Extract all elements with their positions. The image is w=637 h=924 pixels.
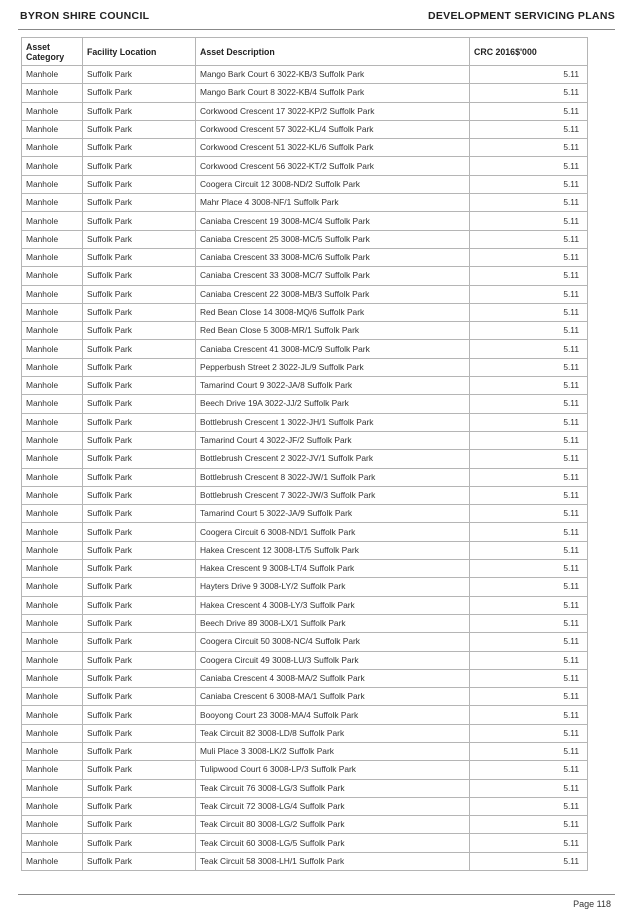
cell-facility-location: Suffolk Park bbox=[83, 761, 196, 779]
cell-asset-description: Beech Drive 89 3008-LX/1 Suffolk Park bbox=[196, 614, 470, 632]
document-title: DEVELOPMENT SERVICING PLANS bbox=[427, 10, 615, 22]
cell-asset-description: Hakea Crescent 12 3008-LT/5 Suffolk Park bbox=[196, 541, 470, 559]
cell-asset-category: Manhole bbox=[22, 468, 83, 486]
cell-asset-description: Caniaba Crescent 25 3008-MC/5 Suffolk Park bbox=[196, 230, 470, 248]
table-row bbox=[22, 230, 588, 248]
cell-asset-category: Manhole bbox=[22, 669, 83, 687]
table-row bbox=[22, 267, 588, 285]
cell-crc: 5.11 bbox=[470, 651, 588, 669]
cell-crc: 5.11 bbox=[470, 541, 588, 559]
cell-asset-category: Manhole bbox=[22, 724, 83, 742]
cell-asset-description: Booyong Court 23 3008-MA/4 Suffolk Park bbox=[196, 706, 470, 724]
cell-facility-location: Suffolk Park bbox=[83, 413, 196, 431]
cell-crc: 5.11 bbox=[470, 742, 588, 760]
cell-facility-location: Suffolk Park bbox=[83, 688, 196, 706]
cell-facility-location: Suffolk Park bbox=[83, 267, 196, 285]
cell-asset-category: Manhole bbox=[22, 541, 83, 559]
cell-asset-description: Red Bean Close 5 3008-MR/1 Suffolk Park bbox=[196, 322, 470, 340]
cell-asset-description: Muli Place 3 3008-LK/2 Suffolk Park bbox=[196, 742, 470, 760]
cell-asset-category: Manhole bbox=[22, 742, 83, 760]
cell-asset-description: Coogera Circuit 49 3008-LU/3 Suffolk Park bbox=[196, 651, 470, 669]
cell-facility-location: Suffolk Park bbox=[83, 431, 196, 449]
table-row bbox=[22, 66, 588, 84]
cell-facility-location: Suffolk Park bbox=[83, 358, 196, 376]
cell-crc: 5.11 bbox=[470, 120, 588, 138]
cell-asset-description: Mango Bark Court 6 3022-KB/3 Suffolk Park bbox=[196, 66, 470, 84]
cell-crc: 5.11 bbox=[470, 688, 588, 706]
cell-asset-description: Beech Drive 19A 3022-JJ/2 Suffolk Park bbox=[196, 395, 470, 413]
cell-crc: 5.11 bbox=[470, 523, 588, 541]
cell-facility-location: Suffolk Park bbox=[83, 797, 196, 815]
cell-facility-location: Suffolk Park bbox=[83, 303, 196, 321]
cell-asset-category: Manhole bbox=[22, 431, 83, 449]
cell-asset-category: Manhole bbox=[22, 175, 83, 193]
col-crc: CRC 2016$'000 bbox=[470, 38, 588, 66]
table-row bbox=[22, 431, 588, 449]
cell-facility-location: Suffolk Park bbox=[83, 139, 196, 157]
cell-crc: 5.11 bbox=[470, 395, 588, 413]
cell-asset-description: Teak Circuit 60 3008-LG/5 Suffolk Park bbox=[196, 834, 470, 852]
cell-asset-category: Manhole bbox=[22, 120, 83, 138]
cell-asset-category: Manhole bbox=[22, 139, 83, 157]
cell-asset-category: Manhole bbox=[22, 450, 83, 468]
cell-asset-category: Manhole bbox=[22, 651, 83, 669]
cell-asset-category: Manhole bbox=[22, 194, 83, 212]
cell-asset-category: Manhole bbox=[22, 66, 83, 84]
cell-facility-location: Suffolk Park bbox=[83, 779, 196, 797]
cell-asset-description: Caniaba Crescent 4 3008-MA/2 Suffolk Park bbox=[196, 669, 470, 687]
cell-facility-location: Suffolk Park bbox=[83, 395, 196, 413]
cell-facility-location: Suffolk Park bbox=[83, 120, 196, 138]
table-row bbox=[22, 541, 588, 559]
cell-facility-location: Suffolk Park bbox=[83, 66, 196, 84]
cell-asset-description: Corkwood Crescent 57 3022-KL/4 Suffolk Park bbox=[196, 120, 470, 138]
cell-asset-description: Caniaba Crescent 19 3008-MC/4 Suffolk Park bbox=[196, 212, 470, 230]
table-row bbox=[22, 724, 588, 742]
cell-crc: 5.11 bbox=[470, 450, 588, 468]
cell-asset-category: Manhole bbox=[22, 486, 83, 504]
table-row bbox=[22, 834, 588, 852]
cell-crc: 5.11 bbox=[470, 322, 588, 340]
cell-asset-description: Bottlebrush Crescent 1 3022-JH/1 Suffolk Park bbox=[196, 413, 470, 431]
table-row bbox=[22, 486, 588, 504]
cell-crc: 5.11 bbox=[470, 66, 588, 84]
cell-crc: 5.11 bbox=[470, 267, 588, 285]
cell-facility-location: Suffolk Park bbox=[83, 742, 196, 760]
cell-facility-location: Suffolk Park bbox=[83, 285, 196, 303]
cell-asset-category: Manhole bbox=[22, 340, 83, 358]
cell-asset-description: Tamarind Court 9 3022-JA/8 Suffolk Park bbox=[196, 377, 470, 395]
table-row bbox=[22, 303, 588, 321]
cell-asset-description: Teak Circuit 76 3008-LG/3 Suffolk Park bbox=[196, 779, 470, 797]
cell-asset-category: Manhole bbox=[22, 633, 83, 651]
cell-crc: 5.11 bbox=[470, 761, 588, 779]
header-divider bbox=[18, 29, 615, 30]
cell-asset-category: Manhole bbox=[22, 706, 83, 724]
cell-facility-location: Suffolk Park bbox=[83, 450, 196, 468]
col-asset-category-line2: Category bbox=[26, 51, 65, 62]
cell-facility-location: Suffolk Park bbox=[83, 84, 196, 102]
cell-asset-description: Pepperbush Street 2 3022-JL/9 Suffolk Park bbox=[196, 358, 470, 376]
cell-crc: 5.11 bbox=[470, 633, 588, 651]
cell-crc: 5.11 bbox=[470, 230, 588, 248]
cell-crc: 5.11 bbox=[470, 834, 588, 852]
cell-crc: 5.11 bbox=[470, 248, 588, 266]
table-row bbox=[22, 102, 588, 120]
cell-crc: 5.11 bbox=[470, 596, 588, 614]
cell-asset-description: Coogera Circuit 6 3008-ND/1 Suffolk Park bbox=[196, 523, 470, 541]
cell-crc: 5.11 bbox=[470, 468, 588, 486]
cell-asset-description: Caniaba Crescent 33 3008-MC/7 Suffolk Park bbox=[196, 267, 470, 285]
table-row bbox=[22, 413, 588, 431]
table-row bbox=[22, 505, 588, 523]
table-row bbox=[22, 212, 588, 230]
table-row bbox=[22, 688, 588, 706]
cell-asset-category: Manhole bbox=[22, 230, 83, 248]
cell-crc: 5.11 bbox=[470, 486, 588, 504]
table-row bbox=[22, 651, 588, 669]
cell-asset-description: Tamarind Court 5 3022-JA/9 Suffolk Park bbox=[196, 505, 470, 523]
col-asset-category-line1: Asset bbox=[26, 41, 50, 52]
table-header-row bbox=[22, 38, 588, 66]
cell-crc: 5.11 bbox=[470, 212, 588, 230]
table-row bbox=[22, 779, 588, 797]
table-row bbox=[22, 340, 588, 358]
cell-facility-location: Suffolk Park bbox=[83, 377, 196, 395]
cell-asset-description: Coogera Circuit 12 3008-ND/2 Suffolk Park bbox=[196, 175, 470, 193]
cell-asset-category: Manhole bbox=[22, 212, 83, 230]
cell-asset-description: Red Bean Close 14 3008-MQ/6 Suffolk Park bbox=[196, 303, 470, 321]
cell-asset-description: Corkwood Crescent 17 3022-KP/2 Suffolk Park bbox=[196, 102, 470, 120]
cell-asset-category: Manhole bbox=[22, 505, 83, 523]
cell-asset-description: Caniaba Crescent 41 3008-MC/9 Suffolk Park bbox=[196, 340, 470, 358]
cell-asset-category: Manhole bbox=[22, 267, 83, 285]
cell-facility-location: Suffolk Park bbox=[83, 194, 196, 212]
cell-asset-description: Tamarind Court 4 3022-JF/2 Suffolk Park bbox=[196, 431, 470, 449]
table-row bbox=[22, 797, 588, 815]
cell-asset-description: Teak Circuit 58 3008-LH/1 Suffolk Park bbox=[196, 852, 470, 870]
cell-asset-description: Hakea Crescent 4 3008-LY/3 Suffolk Park bbox=[196, 596, 470, 614]
cell-asset-category: Manhole bbox=[22, 248, 83, 266]
cell-crc: 5.11 bbox=[470, 139, 588, 157]
cell-asset-category: Manhole bbox=[22, 560, 83, 578]
cell-crc: 5.11 bbox=[470, 102, 588, 120]
table-row bbox=[22, 468, 588, 486]
cell-asset-description: Coogera Circuit 50 3008-NC/4 Suffolk Park bbox=[196, 633, 470, 651]
cell-asset-category: Manhole bbox=[22, 852, 83, 870]
cell-facility-location: Suffolk Park bbox=[83, 468, 196, 486]
cell-asset-category: Manhole bbox=[22, 779, 83, 797]
table-row bbox=[22, 560, 588, 578]
cell-crc: 5.11 bbox=[470, 377, 588, 395]
table-row bbox=[22, 596, 588, 614]
cell-crc: 5.11 bbox=[470, 84, 588, 102]
cell-facility-location: Suffolk Park bbox=[83, 505, 196, 523]
cell-asset-category: Manhole bbox=[22, 84, 83, 102]
cell-crc: 5.11 bbox=[470, 340, 588, 358]
cell-facility-location: Suffolk Park bbox=[83, 157, 196, 175]
cell-crc: 5.11 bbox=[470, 706, 588, 724]
cell-asset-description: Bottlebrush Crescent 7 3022-JW/3 Suffolk Park bbox=[196, 486, 470, 504]
cell-facility-location: Suffolk Park bbox=[83, 486, 196, 504]
col-asset-category bbox=[22, 38, 83, 66]
table-row bbox=[22, 852, 588, 870]
cell-asset-category: Manhole bbox=[22, 596, 83, 614]
cell-asset-category: Manhole bbox=[22, 523, 83, 541]
cell-asset-category: Manhole bbox=[22, 102, 83, 120]
cell-asset-category: Manhole bbox=[22, 797, 83, 815]
cell-asset-category: Manhole bbox=[22, 688, 83, 706]
cell-facility-location: Suffolk Park bbox=[83, 212, 196, 230]
cell-asset-category: Manhole bbox=[22, 395, 83, 413]
cell-asset-description: Caniaba Crescent 22 3008-MB/3 Suffolk Park bbox=[196, 285, 470, 303]
cell-crc: 5.11 bbox=[470, 505, 588, 523]
table-row bbox=[22, 614, 588, 632]
cell-asset-category: Manhole bbox=[22, 358, 83, 376]
cell-asset-category: Manhole bbox=[22, 322, 83, 340]
cell-asset-description: Teak Circuit 82 3008-LD/8 Suffolk Park bbox=[196, 724, 470, 742]
cell-asset-description: Hakea Crescent 9 3008-LT/4 Suffolk Park bbox=[196, 560, 470, 578]
cell-asset-category: Manhole bbox=[22, 285, 83, 303]
cell-crc: 5.11 bbox=[470, 157, 588, 175]
cell-facility-location: Suffolk Park bbox=[83, 322, 196, 340]
cell-crc: 5.11 bbox=[470, 303, 588, 321]
cell-facility-location: Suffolk Park bbox=[83, 596, 196, 614]
cell-crc: 5.11 bbox=[470, 797, 588, 815]
page-header bbox=[20, 10, 615, 24]
cell-facility-location: Suffolk Park bbox=[83, 230, 196, 248]
cell-facility-location: Suffolk Park bbox=[83, 669, 196, 687]
cell-facility-location: Suffolk Park bbox=[83, 852, 196, 870]
table-row bbox=[22, 742, 588, 760]
cell-facility-location: Suffolk Park bbox=[83, 651, 196, 669]
cell-asset-description: Teak Circuit 80 3008-LG/2 Suffolk Park bbox=[196, 816, 470, 834]
council-name: BYRON SHIRE COUNCIL bbox=[20, 10, 150, 22]
cell-facility-location: Suffolk Park bbox=[83, 578, 196, 596]
table-row bbox=[22, 669, 588, 687]
cell-facility-location: Suffolk Park bbox=[83, 248, 196, 266]
cell-asset-description: Caniaba Crescent 33 3008-MC/6 Suffolk Park bbox=[196, 248, 470, 266]
cell-asset-category: Manhole bbox=[22, 761, 83, 779]
cell-facility-location: Suffolk Park bbox=[83, 614, 196, 632]
cell-crc: 5.11 bbox=[470, 560, 588, 578]
cell-crc: 5.11 bbox=[470, 358, 588, 376]
cell-crc: 5.11 bbox=[470, 431, 588, 449]
cell-asset-description: Teak Circuit 72 3008-LG/4 Suffolk Park bbox=[196, 797, 470, 815]
table-row bbox=[22, 523, 588, 541]
table-row bbox=[22, 761, 588, 779]
cell-asset-description: Mahr Place 4 3008-NF/1 Suffolk Park bbox=[196, 194, 470, 212]
col-facility-location: Facility Location bbox=[83, 38, 196, 66]
cell-facility-location: Suffolk Park bbox=[83, 340, 196, 358]
cell-asset-description: Tulipwood Court 6 3008-LP/3 Suffolk Park bbox=[196, 761, 470, 779]
table-row bbox=[22, 358, 588, 376]
table-row bbox=[22, 248, 588, 266]
table-row bbox=[22, 285, 588, 303]
cell-asset-category: Manhole bbox=[22, 834, 83, 852]
cell-crc: 5.11 bbox=[470, 413, 588, 431]
table-row bbox=[22, 139, 588, 157]
table-row bbox=[22, 120, 588, 138]
cell-facility-location: Suffolk Park bbox=[83, 834, 196, 852]
cell-facility-location: Suffolk Park bbox=[83, 175, 196, 193]
cell-asset-description: Mango Bark Court 8 3022-KB/4 Suffolk Park bbox=[196, 84, 470, 102]
cell-facility-location: Suffolk Park bbox=[83, 541, 196, 559]
asset-table bbox=[21, 37, 588, 871]
cell-asset-category: Manhole bbox=[22, 816, 83, 834]
cell-facility-location: Suffolk Park bbox=[83, 523, 196, 541]
table-row bbox=[22, 322, 588, 340]
cell-crc: 5.11 bbox=[470, 816, 588, 834]
table-row bbox=[22, 194, 588, 212]
cell-crc: 5.11 bbox=[470, 779, 588, 797]
table-body bbox=[22, 66, 588, 871]
table-row bbox=[22, 578, 588, 596]
cell-crc: 5.11 bbox=[470, 724, 588, 742]
table-row bbox=[22, 450, 588, 468]
cell-asset-description: Corkwood Crescent 51 3022-KL/6 Suffolk Park bbox=[196, 139, 470, 157]
table-row bbox=[22, 175, 588, 193]
table-row bbox=[22, 395, 588, 413]
cell-asset-category: Manhole bbox=[22, 377, 83, 395]
table-row bbox=[22, 706, 588, 724]
cell-asset-description: Bottlebrush Crescent 2 3022-JV/1 Suffolk Park bbox=[196, 450, 470, 468]
table-row bbox=[22, 157, 588, 175]
cell-facility-location: Suffolk Park bbox=[83, 560, 196, 578]
cell-asset-category: Manhole bbox=[22, 303, 83, 321]
cell-facility-location: Suffolk Park bbox=[83, 706, 196, 724]
cell-facility-location: Suffolk Park bbox=[83, 633, 196, 651]
cell-crc: 5.11 bbox=[470, 614, 588, 632]
table-row bbox=[22, 633, 588, 651]
cell-crc: 5.11 bbox=[470, 285, 588, 303]
cell-crc: 5.11 bbox=[470, 852, 588, 870]
cell-asset-description: Caniaba Crescent 6 3008-MA/1 Suffolk Park bbox=[196, 688, 470, 706]
cell-asset-description: Hayters Drive 9 3008-LY/2 Suffolk Park bbox=[196, 578, 470, 596]
cell-asset-description: Corkwood Crescent 56 3022-KT/2 Suffolk Park bbox=[196, 157, 470, 175]
cell-crc: 5.11 bbox=[470, 578, 588, 596]
cell-facility-location: Suffolk Park bbox=[83, 816, 196, 834]
page-number: Page 118 bbox=[573, 899, 611, 909]
cell-asset-category: Manhole bbox=[22, 157, 83, 175]
cell-facility-location: Suffolk Park bbox=[83, 724, 196, 742]
cell-asset-category: Manhole bbox=[22, 614, 83, 632]
table-row bbox=[22, 84, 588, 102]
cell-asset-description: Bottlebrush Crescent 8 3022-JW/1 Suffolk Park bbox=[196, 468, 470, 486]
cell-asset-category: Manhole bbox=[22, 413, 83, 431]
col-asset-description: Asset Description bbox=[196, 38, 470, 66]
footer-divider bbox=[18, 894, 615, 895]
table-row bbox=[22, 377, 588, 395]
cell-asset-category: Manhole bbox=[22, 578, 83, 596]
cell-crc: 5.11 bbox=[470, 669, 588, 687]
cell-crc: 5.11 bbox=[470, 194, 588, 212]
cell-crc: 5.11 bbox=[470, 175, 588, 193]
cell-facility-location: Suffolk Park bbox=[83, 102, 196, 120]
table-row bbox=[22, 816, 588, 834]
